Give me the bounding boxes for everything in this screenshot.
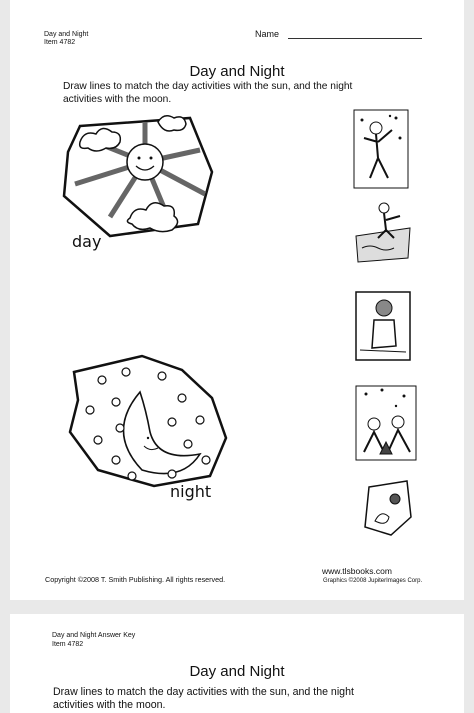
- sun-picture: [50, 112, 220, 247]
- answer-key-title: Day and Night: [189, 663, 285, 680]
- activity-kid-reading-picture: [352, 290, 414, 362]
- day-label: day: [72, 232, 102, 251]
- website: www.tlsbooks.com: [322, 566, 392, 576]
- activity-boy-fishing-picture: [352, 196, 414, 264]
- name-label: Name: [255, 29, 280, 39]
- worksheet-page: [10, 0, 464, 600]
- header-title: Day and Night: [44, 31, 89, 38]
- answer-key-header-title: Day and Night Answer Key: [52, 632, 136, 639]
- instructions-line-1: Draw lines to match the day activities with the sun, and the night: [63, 81, 353, 92]
- answer-key-page: [10, 614, 464, 713]
- name-line: [288, 38, 422, 39]
- worksheet-title: Day and Night: [189, 63, 285, 80]
- instructions-line-2: activities with the moon.: [63, 94, 172, 105]
- header-item-number: Item 4782: [44, 39, 76, 46]
- graphics-credit: Graphics ©2008 JupiterImages Corp.: [323, 578, 423, 584]
- activity-bee-flower-picture: [357, 477, 415, 539]
- activity-campfire-picture: [352, 382, 420, 464]
- moon-picture: [62, 352, 232, 492]
- answer-key-instructions-line-2: activities with the moon.: [53, 699, 166, 711]
- answer-key-item-number: Item 4782: [52, 641, 84, 648]
- night-label: night: [170, 482, 212, 501]
- answer-key-instructions-line-1: Draw lines to match the day activities with the sun, and the night: [53, 686, 354, 698]
- activity-girl-outdoors-picture: [352, 108, 410, 190]
- copyright: Copyright ©2008 T. Smith Publishing. All rights reserved.: [45, 575, 226, 584]
